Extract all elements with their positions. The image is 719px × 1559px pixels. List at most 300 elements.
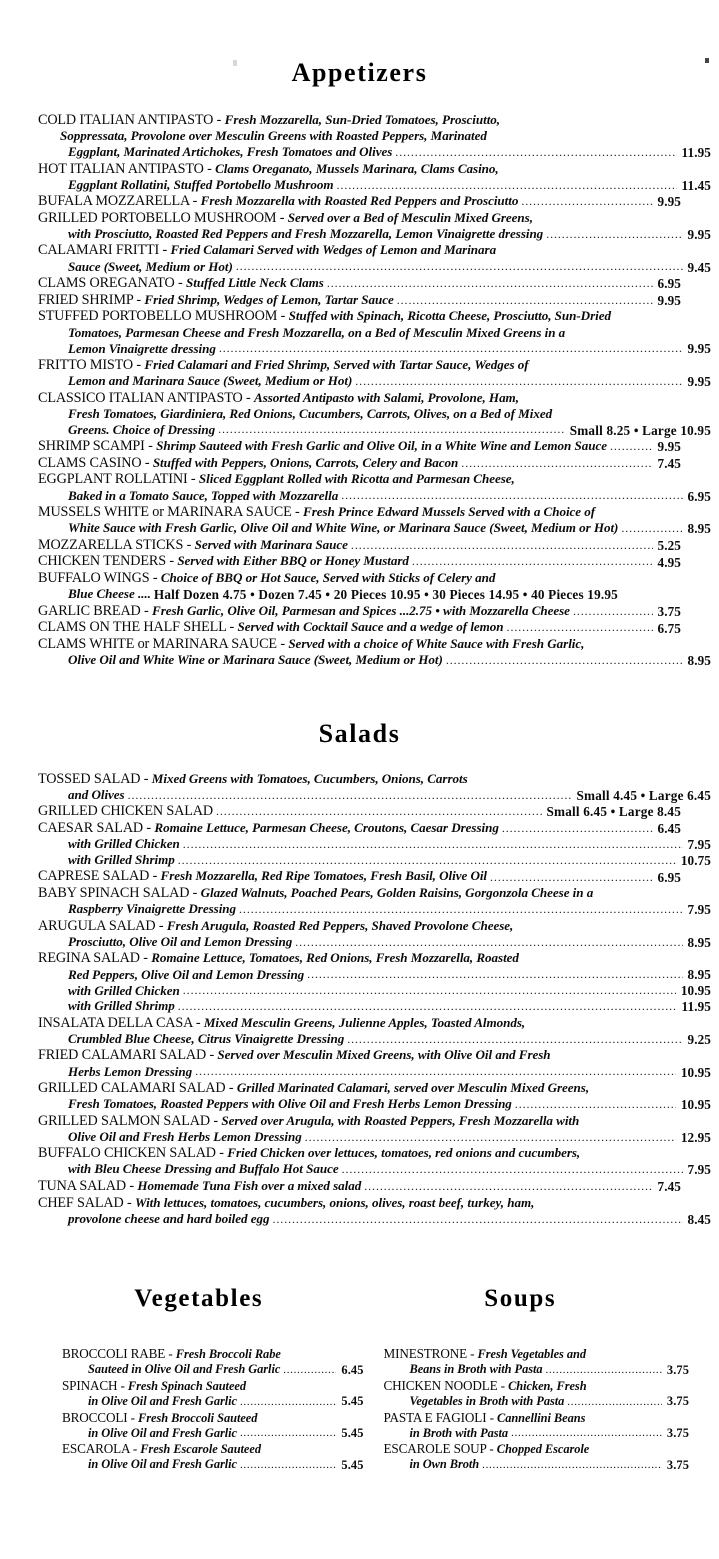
- menu-item-name: CHEF SALAD -: [38, 1194, 135, 1211]
- menu-item-line: [38, 373, 711, 389]
- menu-item: [38, 1194, 711, 1227]
- menu-item-name-and-description: [38, 242, 496, 258]
- menu-item-description: [68, 983, 180, 999]
- menu-item-line: [38, 967, 711, 983]
- menu-item-description-text: Fresh Mozzarella, Red Ripe Tomatoes, Fresh Basil, Olive Oil: [160, 868, 488, 884]
- menu-item-description-text: Fresh Arugula, Roasted Red Peppers, Shaved Provolone Cheese,: [166, 917, 514, 933]
- menu-item-line: [62, 1441, 338, 1457]
- menu-item-name: SPINACH -: [62, 1377, 128, 1393]
- menu-item-line: [38, 325, 711, 341]
- menu-item-name-and-description: [38, 1080, 589, 1096]
- menu-item-description-text: Sauteed in Olive Oil and Fresh Garlic: [88, 1362, 281, 1377]
- section-title-vegetables: Vegetables: [134, 1285, 264, 1313]
- leader-dots: [364, 1181, 652, 1194]
- menu-item-line: [38, 112, 681, 128]
- menu-item-description-text: Fresh Mozzarella with Roasted Red Peppers and Prosciutto: [200, 193, 519, 209]
- leader-dots: [183, 985, 676, 998]
- menu-item: [62, 1377, 364, 1409]
- menu-item-description-text: Fresh Broccoli Sauteed: [138, 1410, 258, 1425]
- menu-item: [38, 819, 711, 868]
- menu-item: [38, 356, 711, 390]
- menu-item-description: [68, 1031, 344, 1047]
- menu-item-line: [38, 193, 681, 209]
- menu-item: [38, 917, 711, 950]
- menu-item-name-and-description: [38, 1047, 551, 1063]
- menu-item-description-text: Homemade Tuna Fish over a mixed salad: [137, 1177, 362, 1193]
- menu-item-line: [38, 504, 681, 520]
- menu-item-line: [384, 1346, 664, 1362]
- menu-item: [38, 603, 681, 619]
- menu-item-line: [38, 901, 711, 917]
- menu-item-description: [88, 1362, 280, 1377]
- menu-item-description-text: Chopped Escarole: [496, 1442, 590, 1457]
- menu-item: [383, 1346, 689, 1377]
- menu-item-line: [38, 406, 711, 422]
- menu-item: [38, 1145, 711, 1178]
- leader-dots: [219, 343, 683, 356]
- menu-item-line: [384, 1378, 664, 1394]
- menu-item: [38, 803, 681, 819]
- menu-item-name: EGGPLANT ROLLATINI -: [38, 471, 199, 488]
- section-title-soups: Soups: [484, 1285, 557, 1313]
- leader-dots: [342, 1164, 683, 1177]
- leader-dots: [412, 556, 653, 569]
- menu-item-description: [68, 934, 292, 950]
- leader-dots: [305, 1131, 676, 1144]
- leader-dots: [621, 523, 682, 536]
- menu-item-name: COLD ITALIAN ANTIPASTO -: [38, 112, 225, 128]
- leader-dots: [546, 1365, 662, 1378]
- menu-item-price: Small 8.25 • Large 10.95: [569, 422, 711, 438]
- menu-item-name: CALAMARI FRITTI -: [38, 242, 171, 259]
- menu-item: [38, 885, 711, 918]
- menu-item-description: [68, 1096, 512, 1112]
- menu-item-description-text: and Olives: [68, 786, 125, 802]
- menu-item-description-text: provolone cheese and hard boiled egg: [68, 1210, 270, 1226]
- menu-item-description-text: in Olive Oil and Fresh Garlic: [88, 1425, 237, 1440]
- menu-item-line: [38, 422, 711, 438]
- menu-item-description-text: Fresh Broccoli Rabe: [175, 1347, 281, 1362]
- menu-item-description-text: Served with Marinara Sauce: [194, 536, 348, 552]
- menu-item-line: [38, 455, 681, 471]
- menu-item-line: [62, 1410, 338, 1426]
- vegetables-column: [38, 1346, 364, 1473]
- menu-item-description-text: Fried Chicken over lettuces, tomatoes, red onions and cucumbers,: [227, 1145, 581, 1161]
- menu-item-line: [38, 144, 711, 160]
- menu-item-name: STUFFED PORTOBELLO MUSHROOM -: [38, 308, 289, 325]
- menu-item-name-and-description: [38, 868, 487, 884]
- menu-item-price: 9.95: [657, 439, 681, 455]
- leader-dots: [195, 1066, 676, 1079]
- menu-item-name: FRIED SHRIMP -: [38, 291, 145, 308]
- leader-dots: [521, 196, 652, 209]
- menu-item-description: [410, 1426, 509, 1441]
- menu-item-description-text: Olive Oil and Fresh Herbs Lemon Dressing: [68, 1128, 302, 1144]
- appetizers-list: [38, 112, 711, 669]
- menu-item: [383, 1441, 689, 1472]
- menu-item-name-and-description: [62, 1346, 281, 1362]
- leader-dots: [236, 261, 683, 274]
- salads-list: [38, 770, 711, 1227]
- menu-item-name-and-description: [38, 820, 499, 836]
- menu-item: [38, 275, 681, 291]
- menu-item-name-and-description: [38, 1178, 361, 1194]
- menu-item-line: [38, 998, 711, 1014]
- menu-item-description-text: Stuffed with Spinach, Ricotta Cheese, Prosciutto, Sun-Dried: [288, 308, 611, 324]
- menu-item-name: HOT ITALIAN ANTIPASTO -: [38, 160, 216, 177]
- soups-column: [360, 1346, 689, 1473]
- menu-item-description-text: with Grilled Shrimp: [68, 998, 175, 1014]
- menu-item-line: [38, 885, 681, 901]
- menu-item-price: 10.95: [680, 1097, 711, 1113]
- menu-item-line: [38, 210, 681, 226]
- menu-item-line: [38, 242, 681, 258]
- menu-item: [38, 209, 711, 242]
- menu-item-name-and-description: [38, 885, 593, 901]
- menu-item-name: ESCAROLA -: [62, 1441, 141, 1457]
- menu-item-name-and-description: [38, 210, 533, 226]
- menu-item-description-text: Served with a choice of White Sauce with Fresh Garlic,: [288, 636, 585, 652]
- menu-item-name: BROCCOLI -: [62, 1409, 139, 1425]
- menu-item-price: 10.95: [680, 1064, 711, 1080]
- menu-item-name: CHICKEN TENDERS -: [38, 553, 178, 570]
- menu-item-description: [68, 341, 216, 357]
- menu-item-name-and-description: [38, 918, 513, 934]
- menu-item-description-text: With lettuces, tomatoes, cucumbers, onions, olives, roast beef, turkey, ham,: [134, 1194, 535, 1210]
- menu-item-description-text: Served over a Bed of Mesculin Mixed Greens,: [287, 209, 533, 225]
- menu-item-description-text: Crumbled Blue Cheese, Citrus Vinaigrette Dressing: [68, 1031, 345, 1047]
- menu-item-name: ARUGULA SALAD -: [38, 917, 167, 934]
- menu-item: [38, 553, 681, 569]
- menu-item-description: [68, 1129, 302, 1145]
- menu-item-line: [38, 787, 711, 803]
- menu-item-description-text: Served over Arugula, with Roasted Peppers, Fresh Mozzarella with: [221, 1112, 580, 1128]
- menu-item-price: 7.95: [687, 1162, 711, 1178]
- menu-item-price: 10.95: [680, 983, 711, 999]
- menu-item-line: [38, 341, 711, 357]
- menu-item-name: CLAMS WHITE or MARINARA SAUCE -: [38, 636, 289, 653]
- leader-dots: [515, 1099, 676, 1112]
- menu-item-name: CHICKEN NOODLE -: [383, 1377, 509, 1393]
- menu-item: [38, 1112, 711, 1145]
- menu-item-name: CLAMS OREGANATO -: [38, 275, 186, 292]
- leader-dots: [341, 490, 682, 503]
- menu-item-description-text: in Broth with Pasta: [409, 1425, 509, 1440]
- menu-item-name: CAESAR SALAD -: [38, 819, 155, 836]
- menu-item-description-text: in Olive Oil and Fresh Garlic: [88, 1457, 237, 1472]
- menu-item-name: INSALATA DELLA CASA -: [38, 1014, 204, 1031]
- menu-item-description-text: Eggplant Rollatini, Stuffed Portobello Mushroom: [68, 176, 334, 192]
- menu-item-price: 4.95: [657, 554, 681, 570]
- menu-item-description-text: in Olive Oil and Fresh Garlic: [88, 1394, 237, 1409]
- menu-item-line: [38, 177, 711, 193]
- menu-item-line: [38, 1080, 681, 1096]
- menu-item-name-and-description: [38, 537, 348, 553]
- menu-item-description-text: Sliced Eggplant Rolled with Ricotta and Parmesan Cheese,: [198, 471, 515, 487]
- menu-item-description-text: Tomatoes, Parmesan Cheese and Fresh Mozzarella, on a Bed of Mesculin Mixed Greens in a: [68, 324, 566, 340]
- menu-item-line: [38, 803, 681, 819]
- menu-item: [383, 1377, 689, 1409]
- leader-dots: [240, 1460, 336, 1473]
- leader-dots: [240, 1428, 336, 1441]
- menu-item-description: [68, 1064, 192, 1080]
- leader-dots: [397, 295, 653, 308]
- menu-item: [38, 471, 711, 504]
- menu-item-name-and-description: [38, 950, 519, 966]
- menu-item-name-and-description: [38, 112, 500, 128]
- menu-item: [62, 1441, 364, 1472]
- leader-dots: [239, 904, 683, 917]
- menu-item-name: GRILLED SALMON SALAD -: [38, 1112, 222, 1129]
- menu-item-price: 3.75: [666, 1394, 689, 1409]
- menu-item-description-text: Fresh Vegetables and: [477, 1347, 586, 1362]
- menu-item: [38, 1047, 711, 1080]
- menu-item-price: 8.45: [687, 1211, 711, 1227]
- leader-dots: [178, 855, 676, 868]
- menu-item-name-and-description: [38, 471, 515, 487]
- section-title-appetizers: Appetizers: [291, 58, 428, 87]
- menu-item-name: GARLIC BREAD -: [38, 602, 153, 619]
- menu-item: [38, 1014, 711, 1047]
- leader-dots: [337, 179, 677, 192]
- menu-item-description: [68, 1161, 339, 1177]
- menu-item-name-and-description: [62, 1410, 257, 1426]
- menu-item-line: [38, 652, 711, 668]
- menu-item-name-and-description: [38, 636, 584, 652]
- menu-item-price: Small 4.45 • Large 6.45: [576, 787, 711, 803]
- menu-item-description-text: Shrimp Sauteed with Fresh Garlic and Olive Oil, in a White Wine and Lemon Sauce: [156, 438, 607, 454]
- menu-item-line: [38, 390, 681, 406]
- menu-item-price: 8.95: [687, 934, 711, 950]
- menu-item-description: [68, 422, 215, 438]
- menu-item-description: [68, 586, 151, 602]
- menu-item-description-text: Mixed Mesculin Greens, Julienne Apples, Toasted Almonds,: [203, 1014, 526, 1030]
- menu-item-line: [38, 1031, 711, 1047]
- menu-item-line: [38, 603, 681, 619]
- menu-item-description-text: Lemon Vinaigrette dressing: [68, 340, 216, 356]
- menu-item-line: [38, 438, 681, 454]
- menu-item-description: [68, 488, 338, 504]
- menu-item-price: 11.45: [681, 177, 711, 193]
- leader-dots: [610, 441, 653, 454]
- menu-item-price: 6.45: [657, 821, 681, 837]
- menu-item-price: 10.75: [680, 852, 711, 868]
- menu-item-price: 6.95: [657, 869, 681, 885]
- menu-item: [62, 1409, 364, 1441]
- menu-item-line: [384, 1410, 664, 1426]
- leader-dots: [178, 1001, 677, 1014]
- menu-item-description: [88, 1426, 237, 1441]
- bottom-columns: [38, 1346, 689, 1473]
- leader-dots: [347, 1034, 682, 1047]
- menu-item: [38, 537, 681, 553]
- menu-item-line: [38, 1178, 681, 1194]
- menu-item-description-text: with Bleu Cheese Dressing and Buffalo Hot Sauce: [68, 1161, 339, 1177]
- menu-item-line: [38, 1096, 711, 1112]
- menu-item-line: [38, 586, 711, 602]
- menu-item-description-text: Assorted Antipasto with Salami, Provolone, Ham,: [254, 389, 519, 405]
- menu-item-line: [38, 1211, 711, 1227]
- menu-item-price: 3.75: [666, 1362, 689, 1377]
- menu-item: [38, 504, 711, 537]
- leader-dots: [183, 839, 683, 852]
- leader-dots: [395, 147, 676, 160]
- menu-item-line: [38, 128, 703, 144]
- leader-dots: [482, 1460, 662, 1473]
- menu-item-price: 5.25: [657, 537, 681, 553]
- menu-item-description-text: Romaine Lettuce, Tomatoes, Red Onions, Fresh Mozzarella, Roasted: [151, 950, 519, 966]
- menu-item-line: [38, 1015, 681, 1031]
- leader-dots: [511, 1428, 662, 1441]
- menu-item-price: 5.45: [341, 1425, 364, 1440]
- menu-item: [38, 1178, 681, 1194]
- leader-dots: [446, 655, 683, 668]
- menu-item-description: [68, 652, 443, 668]
- menu-item-price: 8.95: [687, 653, 711, 669]
- menu-item-line: [384, 1362, 690, 1377]
- menu-item-description-text: Grilled Marinated Calamari, served over Mesculin Mixed Greens,: [236, 1080, 590, 1096]
- menu-item-name-and-description: [38, 357, 529, 373]
- menu-item-price: 3.75: [666, 1457, 689, 1472]
- menu-item-name-and-description: [38, 771, 468, 787]
- menu-item-price: 7.45: [657, 455, 681, 471]
- menu-item-line: [38, 161, 681, 177]
- menu-item-description: [68, 259, 233, 275]
- menu-item-line: [62, 1457, 364, 1472]
- menu-item-price: 3.75: [666, 1425, 689, 1440]
- menu-item-description-text: Glazed Walnuts, Poached Pears, Golden Raisins, Gorgonzola Cheese in a: [200, 885, 594, 901]
- menu-item-name-and-description: [38, 504, 595, 520]
- menu-item-price: Small 6.45 • Large 8.45: [546, 804, 681, 820]
- menu-item: [38, 770, 711, 803]
- menu-item-line: [38, 553, 681, 569]
- menu-item-description: [410, 1457, 480, 1472]
- menu-item-price: 5.45: [341, 1394, 364, 1409]
- menu-item-description-text: Beans in Broth with Pasta: [409, 1362, 543, 1377]
- menu-item-description: [88, 1457, 237, 1472]
- menu-item: [38, 160, 711, 193]
- menu-item-name-and-description: [384, 1346, 587, 1362]
- menu-item-name-and-description: [38, 161, 499, 177]
- menu-item-name: BUFALA MOZZARELLA -: [38, 193, 201, 210]
- menu-item-line: [38, 275, 681, 291]
- menu-item-price: 6.75: [657, 620, 681, 636]
- menu-item-description-text: in Own Broth: [409, 1457, 480, 1472]
- menu-item-description-text: Fresh Tomatoes, Giardiniera, Red Onions, Cucumbers, Carrots, Olives, on a Bed of Mixed: [68, 405, 553, 421]
- menu-item: [38, 389, 711, 438]
- menu-item-description-text: Fresh Escarole Sauteed: [140, 1442, 261, 1457]
- menu-item-name: MOZZARELLA STICKS -: [38, 536, 195, 553]
- leader-dots: [351, 539, 653, 552]
- menu-item-description: [68, 967, 304, 983]
- menu-item-line: [38, 537, 681, 553]
- menu-item-name: BROCCOLI RABE -: [62, 1346, 176, 1362]
- menu-item-line: [38, 934, 711, 950]
- leader-dots: [502, 823, 653, 836]
- menu-item-price: 6.95: [687, 488, 711, 504]
- menu-item-description-text: Served with Either BBQ or Honey Mustard: [177, 553, 409, 569]
- menu-item-description: [68, 177, 334, 193]
- menu-item-line: [38, 308, 681, 324]
- menu-item-name-and-description: [62, 1441, 261, 1457]
- menu-item-description-text: Served over Mesculin Mixed Greens, with Olive Oil and Fresh: [217, 1047, 551, 1063]
- menu-item-price: 6.45: [341, 1362, 364, 1377]
- menu-item-price: 7.95: [687, 902, 711, 918]
- menu-item-line: [38, 292, 681, 308]
- menu-item-description: [68, 373, 352, 389]
- menu-item-line: [38, 983, 711, 999]
- leader-dots: [507, 622, 653, 635]
- menu-item-name-and-description: [384, 1378, 587, 1394]
- menu-item-description: [410, 1394, 565, 1409]
- menu-item-price: 8.95: [687, 521, 711, 537]
- menu-item-description-text: Vegetables in Broth with Pasta: [409, 1394, 565, 1409]
- menu-item-description-text: Romaine Lettuce, Parmesan Cheese, Croutons, Caesar Dressing: [154, 819, 499, 835]
- leader-dots: [461, 458, 652, 471]
- menu-item-name-and-description: [384, 1441, 590, 1457]
- menu-item: [38, 636, 711, 669]
- menu-item-line: [38, 471, 681, 487]
- menu-item: [383, 1409, 689, 1441]
- menu-item: [38, 868, 681, 884]
- menu-item-description: [60, 128, 487, 144]
- menu-item-description-text: Raspberry Vinaigrette Dressing: [68, 901, 237, 917]
- soups-list: [383, 1346, 689, 1472]
- menu-item-description-text: Fresh Garlic, Olive Oil, Parmesan and Spices ...2.75 • with Mozzarella Cheese: [152, 602, 570, 618]
- menu-item-price: 9.95: [687, 341, 711, 357]
- menu-item-description-text: Fried Calamari Served with Wedges of Lemon and Marinara: [170, 242, 497, 258]
- menu-item-name-and-description: [38, 390, 519, 406]
- menu-item-name-and-description: [384, 1410, 586, 1426]
- menu-item-description: [68, 852, 175, 868]
- menu-item-description-text: Fried Calamari and Fried Shrimp, Served with Tartar Sauce, Wedges of: [144, 356, 529, 372]
- menu-item-description: [410, 1362, 543, 1377]
- menu-item: [38, 112, 711, 160]
- menu-item-name: FRITTO MISTO -: [38, 356, 145, 373]
- menu-item-description-text: Mixed Greens with Tomatoes, Cucumbers, Onions, Carrots: [151, 770, 468, 786]
- menu-item-name: TOSSED SALAD -: [38, 770, 152, 787]
- menu-item-line: [38, 820, 681, 836]
- menu-item-name: CAPRESE SALAD -: [38, 868, 161, 885]
- menu-item-line: [62, 1426, 364, 1441]
- menu-item-line: [38, 836, 711, 852]
- menu-item-line: [38, 868, 681, 884]
- menu-item-name: GRILLED CALAMARI SALAD -: [38, 1080, 237, 1097]
- menu-item-description-text: Red Peppers, Olive Oil and Lemon Dressing: [68, 966, 305, 982]
- menu-item-line: [38, 226, 711, 242]
- menu-item-description-text: Fresh Tomatoes, Roasted Peppers with Olive Oil and Fresh Herbs Lemon Dressing: [68, 1096, 512, 1112]
- menu-item-description-text: Sauce (Sweet, Medium or Hot): [68, 258, 233, 274]
- menu-item-line: [38, 950, 681, 966]
- leader-dots: [307, 969, 682, 982]
- menu-item-line: [62, 1394, 364, 1409]
- leader-dots: [490, 871, 652, 884]
- menu-item-line: [62, 1378, 338, 1394]
- menu-item-description-text: Choice of BBQ or Hot Sauce, Served with Sticks of Celery and: [160, 570, 496, 586]
- menu-item-line: [38, 619, 681, 635]
- menu-item-description-text: Fresh Spinach Sauteed: [127, 1378, 246, 1393]
- menu-item-line: [38, 1047, 681, 1063]
- leader-dots: [128, 789, 572, 802]
- menu-item-description: [68, 144, 392, 160]
- menu-item-name: GRILLED CHICKEN SALAD: [38, 803, 213, 820]
- menu-item-description: [68, 787, 125, 803]
- menu-item-name: TUNA SALAD -: [38, 1177, 138, 1194]
- menu-item-name: BUFFALO WINGS -: [38, 570, 161, 587]
- menu-item-description: [68, 836, 180, 852]
- menu-item-price: 12.95: [680, 1129, 711, 1145]
- menu-item-description-text: with Grilled Shrimp: [68, 852, 175, 868]
